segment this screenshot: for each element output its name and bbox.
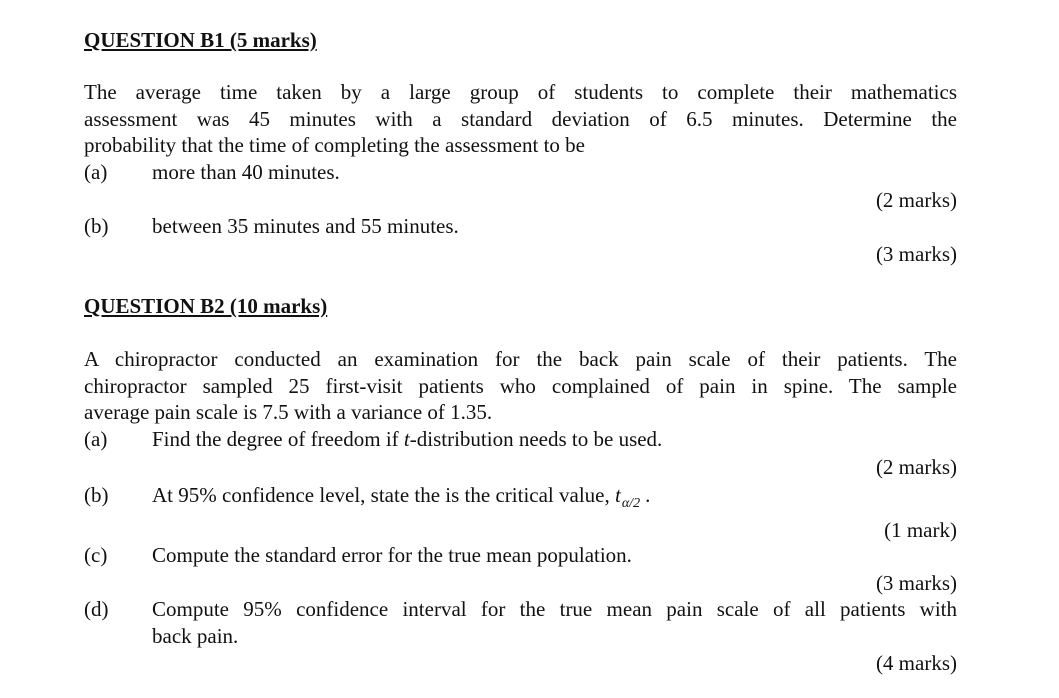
question-b1-part-a-marks: (2 marks) [875,188,957,212]
part-text [152,426,957,453]
question-b2-part-d-marks: (4 marks) [875,651,957,675]
intro-line: chiropractor sampled 25 first-visit patients who complained of pain in spine. The sample [84,373,957,398]
question-b1-intro [84,79,957,159]
question-b2-part-c-marks: (3 marks) [875,571,957,595]
part-label: (a) [84,160,108,184]
intro-line: probability that the time of completing the assessment to be [84,133,585,157]
part-text-main: At 95% confidence level, state the is the critical value, [152,483,615,507]
intro-line: A chiropractor conducted an examination for the back pain scale of their patients. The [84,347,957,371]
t-variable: t [403,427,410,451]
part-text: between 35 minutes and 55 minutes. [152,214,459,238]
intro-line: assessment was 45 minutes with a standard deviation of 6.5 minutes. Determine the [84,106,957,131]
part-label: (b) [84,483,109,507]
question-b1-part-b-marks: (3 marks) [875,242,957,266]
part-text: Compute the standard error for the true mean population. [152,543,632,567]
question-b2-part-b-marks: (1 mark) [884,518,957,542]
question-b2-intro [84,346,957,426]
part-text: more than 40 minutes. [152,160,340,184]
intro-line: The average time taken by a large group of students to complete their mathematics [84,80,957,104]
part-text-line: Compute 95% confidence interval for the true mean pain scale of all patients with [152,597,957,621]
intro-line: average pain scale is 7.5 with a variance of 1.35. [84,400,493,424]
part-text [152,482,957,518]
part-text-before: Find the degree of freedom if [152,427,404,451]
part-label: (b) [84,214,109,238]
part-text-after: -distribution needs to be used. [409,427,663,451]
question-b2-part-a-marks: (2 marks) [875,455,957,479]
part-text-line: back pain. [152,623,239,648]
part-text [152,596,957,649]
critical-value-subscript: α/2 [621,496,641,511]
critical-value-symbol: t [614,483,621,507]
part-text-end: . [645,483,651,507]
part-label: (a) [84,427,108,451]
question-b1-heading: QUESTION B1 (5 marks) [84,28,317,52]
part-label: (c) [84,543,108,567]
part-label: (d) [84,597,109,621]
question-b2-heading: QUESTION B2 (10 marks) [84,294,328,318]
